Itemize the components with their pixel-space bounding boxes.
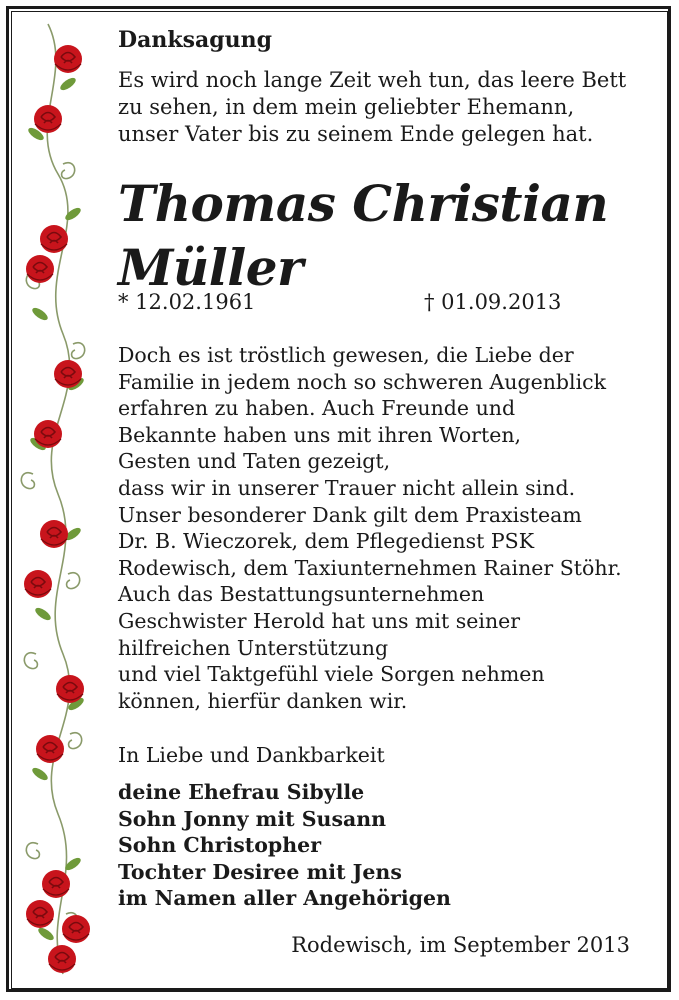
rose-vine-decoration xyxy=(18,14,108,984)
signer: deine Ehefrau Sibylle xyxy=(118,780,365,804)
body-line: Dr. B. Wieczorek, dem Pflegedienst PSK xyxy=(118,529,535,554)
intro-line: zu sehen, in dem mein geliebter Ehemann, xyxy=(118,95,575,119)
vine-tendril xyxy=(21,473,34,489)
body-text xyxy=(118,342,658,714)
vine-stem xyxy=(47,24,69,974)
signer: Sohn Christopher xyxy=(118,833,321,857)
intro-line: Es wird noch lange Zeit weh tun, das leere Bett xyxy=(118,68,627,92)
rose-icon xyxy=(42,870,70,898)
body-line: Unser besonderer Dank gilt dem Praxisteam xyxy=(118,502,582,527)
leaf-icon xyxy=(30,306,49,323)
body-line: Bekannte haben uns mit ihren Worten, xyxy=(118,422,522,447)
rose-icon xyxy=(26,255,54,283)
body-line: und viel Taktgefühl viele Sorgen nehmen xyxy=(118,662,545,687)
leaf-icon xyxy=(58,76,77,93)
rose-icon xyxy=(48,945,76,973)
intro-line: unser Vater bis zu seinem Ende gelegen hat. xyxy=(118,122,594,146)
rose-icon xyxy=(40,225,68,253)
leaf-icon xyxy=(63,206,82,223)
body-line: dass wir in unserer Trauer nicht allein sind. xyxy=(118,475,576,500)
place-and-date: Rodewisch, im September 2013 xyxy=(291,933,630,957)
vine-tendril xyxy=(24,653,37,669)
name-line: Müller xyxy=(118,238,303,297)
closing-regards: In Liebe und Dankbarkeit xyxy=(118,743,385,767)
intro-text xyxy=(118,67,658,148)
rose-icon xyxy=(34,420,62,448)
death-date: † 01.09.2013 xyxy=(424,290,562,314)
vine-tendril xyxy=(69,733,82,749)
leaf-icon xyxy=(36,926,55,943)
body-line: Gesten und Taten gezeigt, xyxy=(118,449,391,474)
rose-icon xyxy=(54,360,82,388)
vine-tendril xyxy=(62,163,75,179)
signer: im Namen aller Angehörigen xyxy=(118,886,451,910)
body-line: hilfreichen Unterstützung xyxy=(118,635,389,660)
body-line: Familie in jedem noch so schweren Augenblick xyxy=(118,369,607,394)
signers-list xyxy=(118,779,658,912)
body-line: Rodewisch, dem Taxiunternehmen Rainer Stöhr. xyxy=(118,555,622,580)
vine-tendril xyxy=(26,843,39,859)
rose-icon xyxy=(54,45,82,73)
body-line: können, hierfür danken wir. xyxy=(118,688,408,713)
rose-icon xyxy=(34,105,62,133)
vine-tendril xyxy=(72,343,85,359)
rose-icon xyxy=(40,520,68,548)
rose-icon xyxy=(26,900,54,928)
body-line: erfahren zu haben. Auch Freunde und xyxy=(118,396,516,421)
heading: Danksagung xyxy=(118,27,272,53)
rose-icon xyxy=(24,570,52,598)
rose-icon xyxy=(36,735,64,763)
vine-tendril xyxy=(67,573,80,589)
rose-icon xyxy=(62,915,90,943)
birth-date: * 12.02.1961 xyxy=(118,290,256,314)
body-line: Doch es ist tröstlich gewesen, die Liebe der xyxy=(118,343,574,367)
life-dates xyxy=(118,290,658,320)
body-line: Geschwister Herold hat uns mit seiner xyxy=(118,608,521,633)
leaf-icon xyxy=(33,606,52,623)
body-line: Auch das Bestattungsunternehmen xyxy=(118,582,485,607)
signer: Sohn Jonny mit Susann xyxy=(118,806,387,831)
signer: Tochter Desiree mit Jens xyxy=(118,859,402,884)
deceased-name xyxy=(118,172,658,300)
leaf-icon xyxy=(30,766,49,783)
rose-icon xyxy=(56,675,84,703)
name-line: Thomas Christian xyxy=(118,174,609,233)
